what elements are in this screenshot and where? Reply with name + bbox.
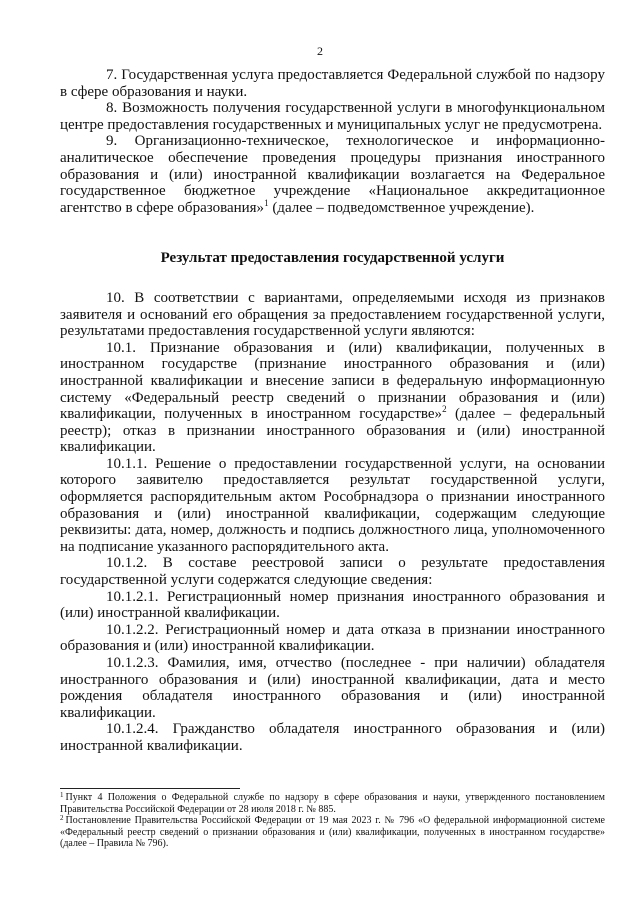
section-heading: Результат предоставления государственной услуги [160, 250, 505, 267]
paragraph-10-1-2: 10.1.2. В составе реестровой записи о результате предоставления государственной услуги содержатся следующие сведения: [60, 555, 605, 589]
paragraph-10-1-text: 10.1. Признание образования и (или) квалификации, полученных в иностранном государстве (признание иностранного образования и (или) иностранной квалификации и внесение записи в федеральную информационную систему «Федеральный реестр сведений о признании образования и (или) квалификации, полученных в иностранном государстве» [60, 339, 605, 423]
paragraph-9-tail: (далее – подведомственное учреждение). [268, 199, 535, 216]
footnote-mark: 1 [60, 791, 64, 799]
paragraph-8: 8. Возможность получения государственной услуги в многофункциональном центре предоставления государственных и муниципальных услуг не предусмотрена. [60, 100, 605, 133]
paragraph-7: 7. Государственная услуга предоставляется Федеральной службой по надзору в сфере образования и науки. [60, 67, 605, 100]
paragraph-10: 10. В соответствии с вариантами, определяемыми исходя из признаков заявителя и оснований его обращения за предоставлением государственной услуги, результатами предоставления государственной услуги являются: [60, 289, 605, 340]
footnote-ref-1: 1 [264, 197, 269, 208]
paragraph-10-1-2-4: 10.1.2.4. Гражданство обладателя иностранного образования и (или) иностранной квалификации. [60, 721, 605, 754]
document-body [60, 67, 605, 755]
paragraph-9-text: 9. Организационно-техническое, технологическое и информационно-аналитическое обеспечение проведения процедуры признания иностранного образования и (или) иностранной квалификации возлагается на Федеральное государственное бюджетное учреждение «Национальное аккредитационное агентство в сфере образования» [60, 133, 605, 216]
paragraph-10-1 [60, 340, 605, 456]
footnote-ref-2: 2 [442, 404, 447, 415]
footnote-2 [60, 815, 605, 850]
paragraph-10-1-2-3: 10.1.2.3. Фамилия, имя, отчество (последнее - при наличии) обладателя иностранного образования и (или) иностранной квалификации, дата и место рождения обладателя иностранного образования и (или) иностранной квалификации. [60, 655, 605, 721]
footnote-divider [60, 788, 240, 789]
page-number: 2 [317, 44, 323, 58]
paragraph-10-1-2-2: 10.1.2.2. Регистрационный номер и дата отказа в признании иностранного образования и (или) иностранной квалификации. [60, 621, 605, 655]
footnotes [60, 792, 605, 850]
paragraph-10-1-1: 10.1.1. Решение о предоставлении государственной услуги, на основании которого заявителю предоставляется результат государственной услуги, оформляется распорядительным актом Рособрнадзора о признании иностранного образования и (или) иностранной квалификации, содержащим следующие реквизиты: дата, номер, должность и подпись должностного лица, уполномоченного на подписание указанного распорядительного акта. [60, 455, 605, 555]
footnote-1 [60, 792, 605, 815]
paragraph-9 [60, 133, 605, 216]
footnote-mark: 2 [60, 814, 64, 823]
footnote-text: Постановление Правительства Российской Федерации от 19 мая 2023 г. № 796 «О федеральной информационной системе «Федеральный реестр сведений о признании образования и (или) квалификации, полученных в иностранном государстве» (далее – Правила № 796). [60, 815, 605, 850]
footnote-text: Пункт 4 Положения о Федеральной службе по надзору в сфере образования и науки, утвержденного постановлением Правительства Российской Федерации от 28 июля 2018 г. № 885. [60, 792, 605, 815]
paragraph-10-1-2-1: 10.1.2.1. Регистрационный номер признания иностранного образования и (или) иностранной квалификации. [60, 588, 605, 622]
paragraph-10-1-tail: (далее – федеральный реестр); отказ в признании иностранного образования и (или) иностранной квалификации. [60, 406, 605, 456]
